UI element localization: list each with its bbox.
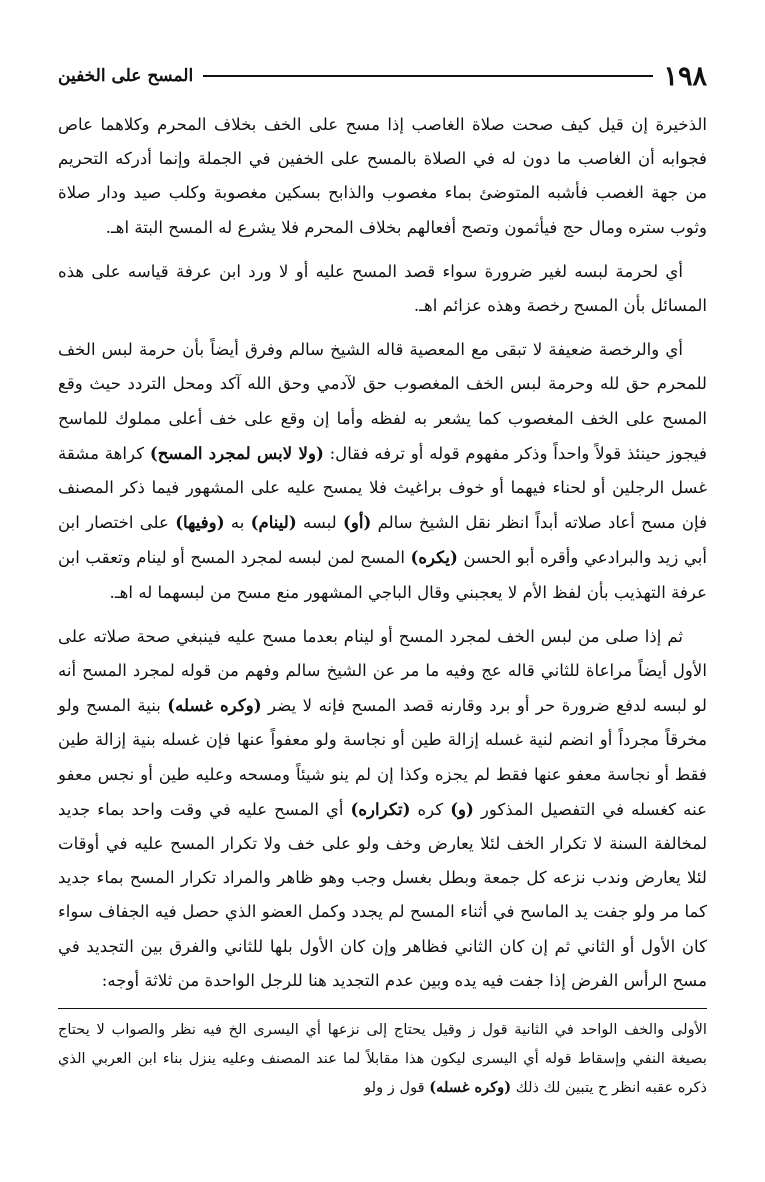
paragraph-1: الذخيرة إن قيل كيف صحت صلاة الغاصب إذا مسح على الخف بخلاف المحرم وكلاهما عاص فجوابه أن الغاصب ما دون له في الصلاة بالمسح على الخفين في الجملة وإنما أدركه التحريم من جهة الغصب فأشبه المتوضئ بماء مغصوب والذابح بسكين مغصوبة وكلب صيد ودار صلاة وثوب ستره ومال حج فيأثمون وتصح أفعالهم بخلاف المحرم فلا يشرع له المسح البتة اهـ. xyxy=(58,115,707,237)
paragraph-3-text: المسح لمن لبسه لمجرد المسح أو لينام وتعقب ابن عرفة التهذيب بأن لفظ الأم لا يعجبني وقال الباجي المشهور منع مسح من لبسهما له اهـ. xyxy=(58,548,707,602)
paragraph-4-text: بنية المسح ولو مخرقاً مجرداً أو انضم لنية غسله إزالة طين أو نجاسة ولو معفواً عنها فإن غسله بنية إزالة طين فقط أو نجاسة معفو عنها فقط لم يجزه وكذا إن لم ينو شيئاً ومسحه وعليه طين أو نجس معفو عنه كغسله في التفصيل المذكور xyxy=(58,696,707,819)
bold-term: (و) xyxy=(450,798,474,819)
bold-term: (أو) xyxy=(342,512,372,533)
bold-term: (وكره غسله) xyxy=(429,1079,512,1097)
bold-term: (تكراره) xyxy=(350,798,411,819)
bold-term: (ولا لابس لمجرد المسح) xyxy=(149,442,324,463)
bold-term: (وكره غسله) xyxy=(167,695,262,716)
paragraph-3 xyxy=(58,333,707,610)
paragraph-4-text: ثم إذا صلى من لبس الخف لمجرد المسح أو لينام بعدما مسح عليه فينبغي صحة صلاته على الأول أيضاً مراعاة للثاني قاله عج وفيه ما مر عن الشيخ سالم وفهم من قوله لمجرد المسح أنه لو لبسه لدفع ضرورة حر أو برد وقارنه قصد المسح فإنه لا يضر xyxy=(58,626,707,716)
paragraph-4 xyxy=(58,620,707,998)
bold-term: (وفيها) xyxy=(175,512,225,533)
page-number: ١٩٨ xyxy=(663,60,707,92)
footnote-rule xyxy=(58,1008,707,1009)
paragraph-3-text: لبسه xyxy=(296,513,343,533)
header-rule xyxy=(203,75,653,77)
paragraph-3-text: أي والرخصة ضعيفة لا تبقى مع المعصية قاله الشيخ سالم وفرق أيضاً بأن حرمة لبس الخف للمحرم حق لله وحرمة لبس الخف المغصوب حق لآدمي وحق الله آكد ومحل التردد حيث وقع المسح على الخف المغصوب كما يشعر به لفظه وأما إن وقع على خف أعلى مملوك للماسح فيجوز حينئذ قولاً واحداً وذكر مفهوم قوله أو ترفه فقال: xyxy=(58,340,707,463)
paragraph-3-text: كراهة مشقة غسل الرجلين أو لحناء فيهما أو خوف براغيث فلا يمسح عليه على المشهور فيما ذكر المصنف فإن مسح أعاد صلاته أبداً انظر نقل الشيخ سالم xyxy=(58,443,708,533)
paragraph-4-text: أي المسح عليه في وقت واحد بماء جديد لمخالفة السنة لا تكرار الخف لئلا يعارض وخف ولو على خف ولا تكرار المسح عليه في أوقات لئلا يعارض وندب نزعه كل جمعة وبطل بغسل وجب وهو ظاهر والمراد تكرار المسح بماء جديد كما مر ولو جفت يد الماسح في أثناء المسح لم يجدد وكمل العضو الذي حصل فيه الجفاف سواء كان الأول أو الثاني ثم إن كان الثاني فظاهر وإن كان الأول بلها للثاني والفرق بين التجديد في مسح الرأس الفرض إذا جفت فيه يده وبين عدم التجديد هنا للرجل الواحدة من ثلاثة أوجه: xyxy=(58,799,707,990)
paragraph-3-text: به xyxy=(224,513,251,533)
paragraph-4-text: كره xyxy=(410,799,451,819)
paragraph-3-text: على اختصار ابن أبي زيد والبرادعي وأقره أبو الحسن xyxy=(58,513,707,568)
paragraph-2: أي لحرمة لبسه لغير ضرورة سواء قصد المسح عليه أو لا ورد ابن عرفة قياسه على هذه المسائل بأن المسح رخصة وهذه عزائم اهـ. xyxy=(58,261,707,316)
main-text xyxy=(58,108,707,998)
running-title: المسح على الخفين xyxy=(58,66,194,86)
footnote xyxy=(58,1015,707,1102)
bold-term: (لينام) xyxy=(250,512,297,533)
page-header xyxy=(58,58,707,94)
bold-term: (يكره) xyxy=(410,547,458,568)
footnote-text: قول ز ولو xyxy=(364,1079,430,1097)
footnote-text: الأولى والخف الواحد في الثانية قول ز وقيل يحتاج إلى نزعها أي اليسرى الخ فيه نظر والصواب لا يحتاج بصيغة النفي وإسقاط قوله أي اليسرى ليكون هذا مقابلاً لما عند المصنف وعليه ينزل بناء ابن العربي الذي ذكره عقبه انظر ح يتبين لك ذلك xyxy=(58,1021,707,1097)
